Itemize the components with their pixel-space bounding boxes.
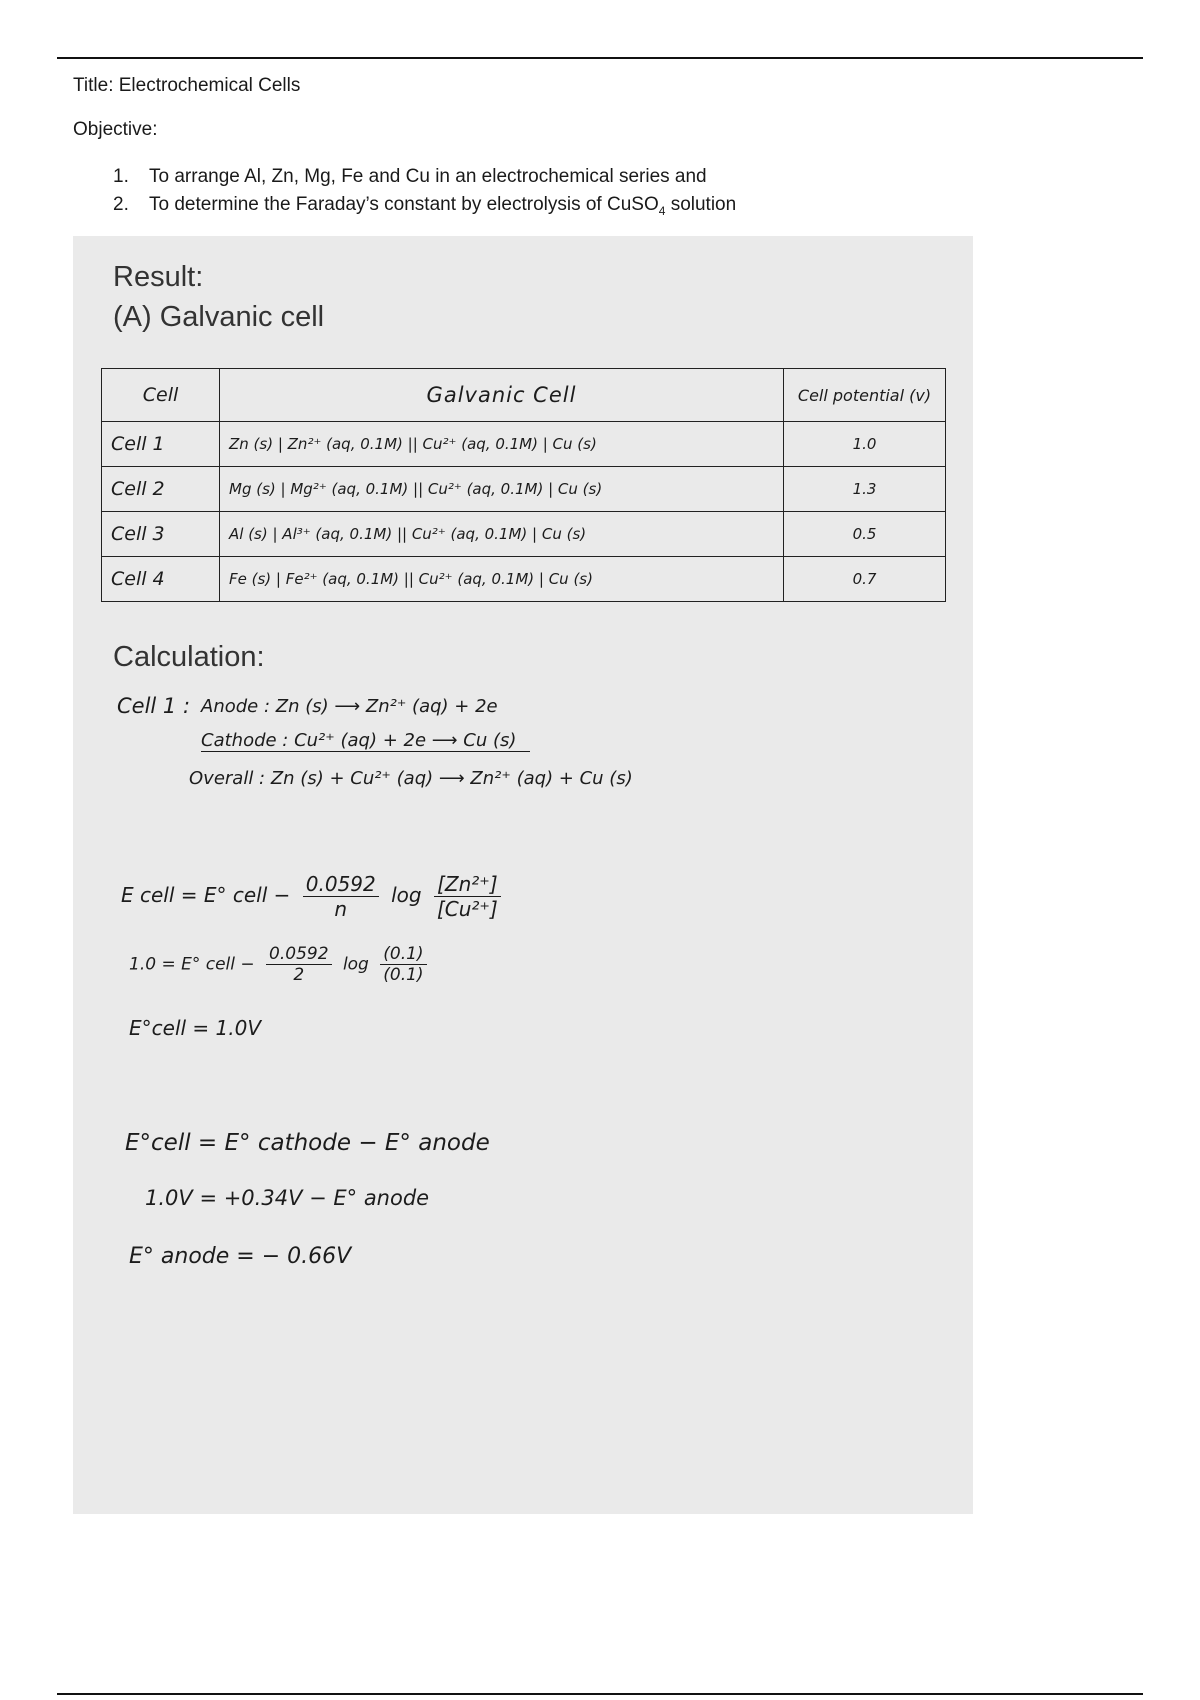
cell-name: Cell 1 bbox=[102, 422, 220, 467]
table-row bbox=[102, 422, 946, 467]
document-title: Title: Electrochemical Cells bbox=[73, 75, 301, 96]
nernst-lhs: E cell = E° cell − bbox=[121, 883, 291, 907]
cell-notation: Al (s) | Al³⁺ (aq, 0.1M) || Cu²⁺ (aq, 0.1M) | Cu (s) bbox=[220, 512, 784, 557]
log-numerator: (0.1) bbox=[380, 944, 426, 965]
cell-potential: 1.0 bbox=[784, 422, 946, 467]
objective-text: To arrange Al, Zn, Mg, Fe and Cu in an electrochemical series and bbox=[149, 166, 707, 187]
bottom-rule bbox=[57, 1693, 1143, 1695]
objective-item bbox=[113, 191, 736, 219]
fraction-denominator: n bbox=[334, 897, 348, 921]
anode-potential-result: E° anode = − 0.66V bbox=[129, 1244, 352, 1269]
log-fraction bbox=[434, 872, 501, 921]
objective-number: 2. bbox=[113, 194, 129, 215]
header-cell: Cell bbox=[102, 369, 220, 422]
objective-item bbox=[113, 163, 736, 191]
galvanic-cell-table bbox=[101, 368, 946, 602]
calculation-heading: Calculation: bbox=[113, 641, 265, 673]
cell-notation: Zn (s) | Zn²⁺ (aq, 0.1M) || Cu²⁺ (aq, 0.1M) | Cu (s) bbox=[220, 422, 784, 467]
table-row bbox=[102, 557, 946, 602]
fraction-denominator: 2 bbox=[293, 965, 305, 985]
result-heading: Result: bbox=[113, 261, 204, 293]
log-denominator: [Cu²⁺] bbox=[436, 897, 498, 921]
scanned-result-sheet bbox=[73, 236, 973, 1514]
cell-potential: 0.5 bbox=[784, 512, 946, 557]
nernst-equation bbox=[121, 872, 507, 921]
header-cell-potential: Cell potential (v) bbox=[784, 369, 946, 422]
substitution-fraction bbox=[266, 944, 331, 985]
table-row bbox=[102, 467, 946, 512]
objective-list bbox=[113, 163, 736, 219]
e-cell-result: E°cell = 1.0V bbox=[129, 1016, 262, 1040]
cell-notation: Fe (s) | Fe²⁺ (aq, 0.1M) || Cu²⁺ (aq, 0.1M) | Cu (s) bbox=[220, 557, 784, 602]
log-numerator: [Zn²⁺] bbox=[434, 872, 501, 897]
substitution-equation bbox=[129, 944, 433, 985]
cell-notation: Mg (s) | Mg²⁺ (aq, 0.1M) || Cu²⁺ (aq, 0.1M) | Cu (s) bbox=[220, 467, 784, 512]
cell-1-label: Cell 1 : bbox=[117, 694, 191, 718]
cell-name: Cell 4 bbox=[102, 557, 220, 602]
cell-name: Cell 2 bbox=[102, 467, 220, 512]
objective-number: 1. bbox=[113, 166, 129, 187]
fraction-numerator: 0.0592 bbox=[303, 872, 379, 897]
log-denominator: (0.1) bbox=[383, 965, 424, 985]
cell-name: Cell 3 bbox=[102, 512, 220, 557]
header-galvanic-cell: Galvanic Cell bbox=[220, 369, 784, 422]
top-rule bbox=[57, 57, 1143, 59]
cell-potential: 1.3 bbox=[784, 467, 946, 512]
objective-subscript: 4 bbox=[658, 203, 666, 218]
overall-equation: Overall : Zn (s) + Cu²⁺ (aq) ⟶ Zn²⁺ (aq) + Cu (s) bbox=[189, 768, 633, 789]
table-header-row bbox=[102, 369, 946, 422]
galvanic-subheading: (A) Galvanic cell bbox=[113, 301, 325, 333]
objective-text-end: solution bbox=[665, 194, 737, 215]
anode-equation: Anode : Zn (s) ⟶ Zn²⁺ (aq) + 2e bbox=[201, 696, 498, 717]
cathode-equation: Cathode : Cu²⁺ (aq) + 2e ⟶ Cu (s) bbox=[201, 730, 530, 752]
substitution-lhs: 1.0 = E° cell − bbox=[129, 954, 255, 975]
table-row bbox=[102, 512, 946, 557]
objective-text: To determine the Faraday’s constant by electrolysis of CuSO bbox=[149, 194, 659, 215]
log-text: log bbox=[342, 954, 369, 975]
log-text: log bbox=[391, 883, 422, 907]
fraction-numerator: 0.0592 bbox=[266, 944, 331, 965]
standard-potential-equation: E°cell = E° cathode − E° anode bbox=[125, 1130, 490, 1156]
standard-potential-substitution: 1.0V = +0.34V − E° anode bbox=[145, 1186, 430, 1210]
log-fraction bbox=[380, 944, 426, 985]
cell-potential: 0.7 bbox=[784, 557, 946, 602]
objective-heading: Objective: bbox=[73, 119, 158, 140]
nernst-fraction bbox=[303, 872, 379, 921]
